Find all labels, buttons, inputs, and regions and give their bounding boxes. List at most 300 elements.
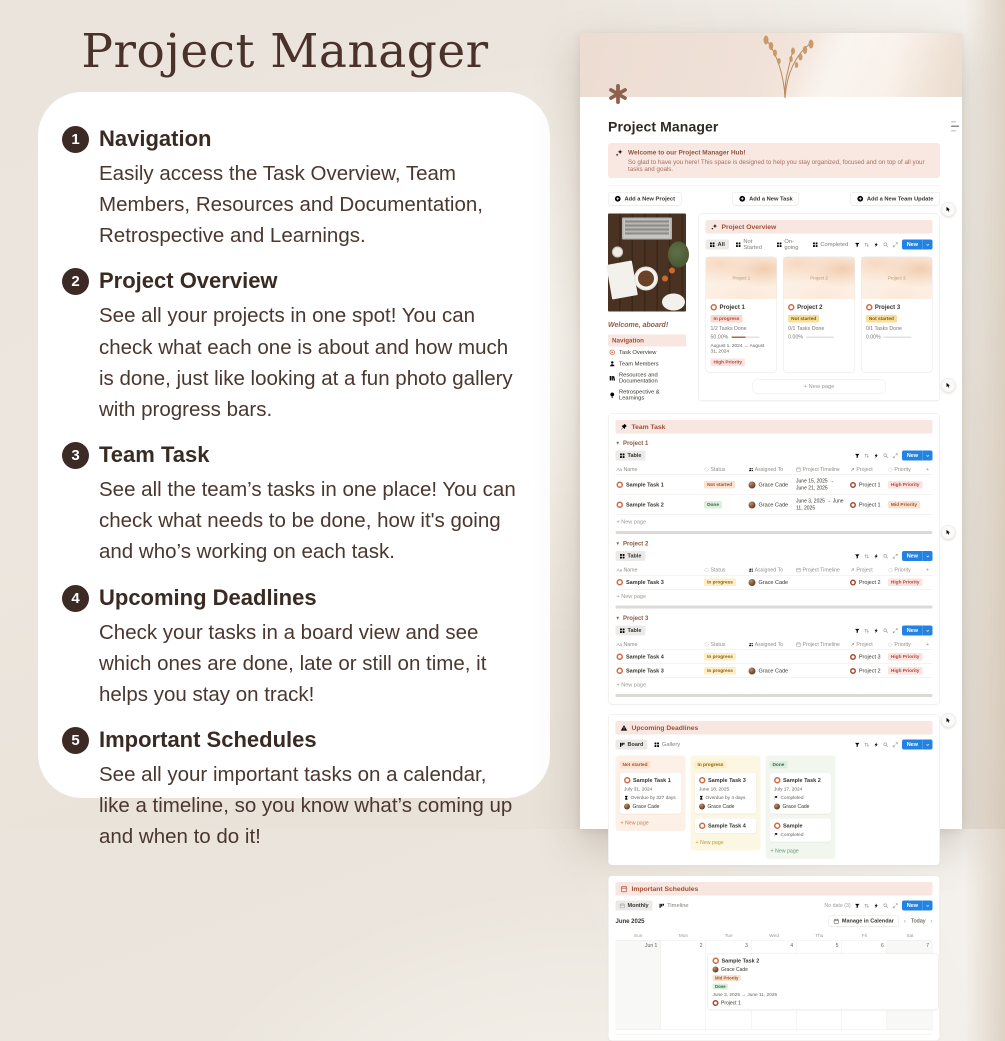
new-page-button[interactable]: + New page xyxy=(770,847,832,855)
tasks-done-text: 1/2 Tasks Done xyxy=(711,326,773,332)
filter-icon[interactable] xyxy=(855,903,861,909)
avatar xyxy=(713,967,719,973)
table-of-contents-indicator[interactable] xyxy=(951,121,959,135)
group-toggle-project-3[interactable]: ▼ Project 3 xyxy=(616,615,933,622)
status-badge: Not started xyxy=(788,315,819,323)
column-header-project-timeline[interactable]: Project Timeline xyxy=(793,640,847,650)
cursor-icon xyxy=(946,718,952,724)
status-circle-icon xyxy=(704,642,709,647)
search-icon[interactable] xyxy=(883,453,889,459)
calendar-icon xyxy=(796,568,801,573)
board-view-tab[interactable]: Board xyxy=(616,740,648,750)
task-page-icon xyxy=(617,579,624,586)
column-header-name[interactable]: Aa Name xyxy=(616,465,702,475)
feature-body: See all the team’s tasks in one place! You can check what needs to be done, how it's going and who’s working on each task. xyxy=(99,474,522,567)
upcoming-deadlines-section xyxy=(608,715,940,866)
card-date: June 18, 2025 xyxy=(699,787,752,793)
plus-circle-icon xyxy=(857,196,864,203)
feature-heading: Team Task xyxy=(99,442,522,468)
table-view-tab[interactable]: Table xyxy=(616,551,646,561)
sort-icon[interactable] xyxy=(864,453,870,459)
progress-bar xyxy=(806,336,834,338)
sparkle-icon xyxy=(711,223,718,230)
people-icon xyxy=(748,568,753,573)
column-status-badge: In progress xyxy=(695,761,727,769)
column-add-button[interactable]: + xyxy=(923,565,933,575)
feature-heading: Navigation xyxy=(99,126,522,152)
priority-icon xyxy=(888,642,893,647)
project-overview-section xyxy=(698,214,940,402)
manage-in-calendar-button[interactable]: Manage in Calendar xyxy=(828,916,898,927)
sort-icon[interactable] xyxy=(864,742,870,748)
horizontal-scrollbar[interactable] xyxy=(616,694,933,697)
task-table xyxy=(616,465,933,516)
percent-text: 0.00% xyxy=(788,334,803,340)
important-schedules-header: Important Schedules xyxy=(616,882,933,896)
group-toggle-project-1[interactable]: ▼ Project 1 xyxy=(616,440,933,447)
toggle-triangle-icon: ▼ xyxy=(616,616,620,621)
chevron-down-icon xyxy=(926,243,931,248)
plus-circle-icon xyxy=(739,196,746,203)
view-tab-on-going[interactable]: On-going xyxy=(776,239,805,251)
relation-arrow-icon xyxy=(850,568,855,573)
table-row[interactable]: Sample Task 2 Done Grace Cade June 3, 2025 → June 11, 2025 Project 1 Mid Priority xyxy=(616,495,933,515)
priority-badge: High Priority xyxy=(711,359,746,367)
project-card-cover: Project 3 xyxy=(861,257,932,299)
new-page-button[interactable]: + New page xyxy=(753,380,886,394)
warning-icon xyxy=(621,724,628,731)
task-page-icon xyxy=(713,958,720,965)
table-header-row xyxy=(616,640,933,650)
bolt-icon[interactable] xyxy=(874,628,880,634)
page-asterisk-icon xyxy=(608,84,628,106)
column-header-status[interactable]: Status xyxy=(701,565,745,575)
db-toolbar xyxy=(855,740,933,750)
board-column-not-started xyxy=(616,756,686,832)
table-view-tab[interactable]: Table xyxy=(616,626,646,636)
project-page-icon xyxy=(866,304,873,311)
toggle-triangle-icon: ▼ xyxy=(616,541,620,546)
view-tabs xyxy=(706,239,933,251)
group-toggle-project-2[interactable]: ▼ Project 2 xyxy=(616,540,933,547)
project-card-cover: Project 1 xyxy=(706,257,777,299)
calendar-day-cell[interactable]: 4 xyxy=(751,941,796,1030)
project-page-icon xyxy=(850,482,856,488)
calendar-icon xyxy=(833,918,839,924)
flag-icon xyxy=(774,796,779,801)
calendar-day-cell[interactable]: 6 xyxy=(842,941,887,1030)
column-add-button[interactable]: + xyxy=(923,465,933,475)
status-badge: Done xyxy=(713,984,729,990)
calendar-month-label: June 2025 xyxy=(616,918,645,925)
timeline-view-tab[interactable]: Timeline xyxy=(659,903,689,909)
task-page-icon xyxy=(617,502,624,509)
expand-icon[interactable] xyxy=(893,628,899,634)
new-button[interactable]: New xyxy=(902,626,932,636)
task-group xyxy=(616,615,933,698)
avatar xyxy=(774,804,780,810)
person-icon xyxy=(609,361,616,368)
feature-number-badge: 3 xyxy=(62,442,89,469)
sort-icon[interactable] xyxy=(864,553,870,559)
search-icon[interactable] xyxy=(883,553,889,559)
overdue-hourglass-icon xyxy=(624,796,629,801)
feature-body: See all your important tasks on a calendar, like a timeline, so you know what’s coming up and when to do it! xyxy=(99,759,522,852)
feature-heading: Project Overview xyxy=(99,268,522,294)
calendar-day-cell[interactable]: Jun 1 xyxy=(616,941,661,1030)
column-header-priority[interactable]: Priority xyxy=(885,565,923,575)
feature-number-badge: 5 xyxy=(62,727,89,754)
tasks-done-text: 0/1 Tasks Done xyxy=(788,326,850,332)
quick-actions-row xyxy=(608,185,940,206)
today-button[interactable]: Today xyxy=(911,918,926,924)
task-group xyxy=(616,540,933,609)
status-badge: In progress xyxy=(704,653,736,661)
welcome-aboard-text: Welcome, aboard! xyxy=(608,321,686,329)
board-column-in-progress xyxy=(691,756,761,851)
relation-arrow-icon xyxy=(850,467,855,472)
grid-view-icon xyxy=(735,242,741,248)
cursor-icon xyxy=(946,207,952,213)
nav-link-retrospective[interactable]: Retrospective & Learnings xyxy=(608,387,686,404)
filter-icon[interactable] xyxy=(855,553,861,559)
table-view-tab[interactable]: Table xyxy=(616,451,646,461)
column-header-status[interactable]: Status xyxy=(701,640,745,650)
flag-icon xyxy=(774,833,779,838)
board-card[interactable]: Sample Task 4 xyxy=(695,818,757,834)
feature-item xyxy=(62,124,522,259)
priority-badge: High Priority xyxy=(888,653,923,661)
project-card[interactable]: Project 3 Project 3 Not started 0/1 Tasks Done 0.00% xyxy=(861,257,933,373)
calendar-icon xyxy=(621,885,628,892)
board-card[interactable]: Sample Task 1 July 31, 2024 Overdue by 327 days Grace Cade xyxy=(620,773,682,815)
pushpin-icon xyxy=(621,423,628,430)
avatar xyxy=(624,804,630,810)
db-toolbar xyxy=(855,626,933,636)
bolt-icon[interactable] xyxy=(874,553,880,559)
cursor-icon xyxy=(946,383,952,389)
task-page-icon xyxy=(617,654,624,661)
project-card[interactable]: Project 2 Project 2 Not started 0/1 Tasks Done 0.00% xyxy=(783,257,855,373)
filter-icon[interactable] xyxy=(855,453,861,459)
floating-cursor-button[interactable] xyxy=(941,202,956,217)
filter-icon[interactable] xyxy=(855,628,861,634)
floating-cursor-button[interactable] xyxy=(941,713,956,728)
bolt-icon[interactable] xyxy=(874,453,880,459)
gallery-icon xyxy=(654,742,660,748)
relation-arrow-icon xyxy=(850,642,855,647)
table-row[interactable]: Sample Task 1 Not started Grace Cade June 15, 2025 → June 21, 2025 Project 1 High Priority xyxy=(616,475,933,495)
callout-title: Welcome to our Project Manager Hub! xyxy=(628,149,933,157)
floating-cursor-button[interactable] xyxy=(941,525,956,540)
status-badge: Done xyxy=(704,501,722,509)
column-header-name[interactable]: Aa Name xyxy=(616,565,702,575)
feature-heading: Upcoming Deadlines xyxy=(99,585,522,611)
calendar-week-row-partial xyxy=(616,1030,933,1035)
chevron-down-icon xyxy=(926,743,931,748)
chevron-down-icon xyxy=(926,554,931,559)
task-table xyxy=(616,640,933,679)
weekday-header-row: Sun Mon Tue Wed Thu Fri Sat xyxy=(616,932,933,941)
column-header-assigned-to[interactable]: Assigned To xyxy=(745,565,793,575)
table-header-row xyxy=(616,565,933,575)
calendar-icon xyxy=(620,903,626,909)
new-button[interactable]: New xyxy=(902,240,932,250)
calendar-day-cell[interactable]: 2 xyxy=(661,941,706,1030)
view-tab-completed[interactable]: Completed xyxy=(812,242,848,248)
expand-icon[interactable] xyxy=(893,453,899,459)
calendar-event-card[interactable]: Sample Task 2 Grace Cade Mid Priority Done June 3, 2025 → June 11, 2025 Project 1 xyxy=(708,954,939,1011)
column-header-priority[interactable]: Priority xyxy=(885,465,923,475)
column-add-button[interactable]: + xyxy=(923,640,933,650)
column-header-project-timeline[interactable]: Project Timeline xyxy=(793,465,847,475)
search-icon[interactable] xyxy=(883,903,889,909)
nav-link-resources[interactable]: Resources and Documentation xyxy=(608,370,686,387)
desk-photo xyxy=(608,214,686,312)
add-new-project-button[interactable]: Add a New Project xyxy=(608,192,681,206)
view-tab-not-started[interactable]: Not Started xyxy=(735,239,770,251)
chevron-down-icon xyxy=(926,904,931,909)
board-card[interactable]: Sample Task 3 June 18, 2025 Overdue by 4 days Grace Cade xyxy=(695,773,757,815)
avatar xyxy=(748,481,755,488)
status-badge: In progress xyxy=(704,579,736,587)
table-icon xyxy=(620,628,626,634)
priority-badge: Mid Priority xyxy=(888,501,920,509)
feature-item xyxy=(62,266,522,433)
task-page-icon xyxy=(624,777,631,784)
view-tabs xyxy=(616,740,933,750)
bolt-icon[interactable] xyxy=(874,742,880,748)
feature-item xyxy=(62,440,522,575)
sort-icon[interactable] xyxy=(864,903,870,909)
next-month-button[interactable]: › xyxy=(931,918,933,925)
status-badge: In progress xyxy=(711,315,743,323)
avatar xyxy=(748,667,755,674)
column-header-name[interactable]: Aa Name xyxy=(616,640,702,650)
new-page-row[interactable]: + New page xyxy=(616,590,933,601)
calendar-week-row xyxy=(616,941,933,1031)
notion-page-title: Project Manager xyxy=(608,119,940,135)
project-page-icon xyxy=(850,654,856,660)
task-page-icon xyxy=(699,777,706,784)
priority-badge: High Priority xyxy=(888,667,923,675)
column-header-project[interactable]: Project xyxy=(847,640,885,650)
nav-link-task-overview[interactable]: Task Overview xyxy=(608,347,686,359)
plus-circle-icon xyxy=(615,196,622,203)
db-toolbar xyxy=(824,901,932,911)
navigation-section-header: Navigation xyxy=(608,335,686,347)
project-card[interactable]: Project 1 Project 1 In progress 1/2 Tasks Done 50.00% August 1, 2024 → August 31, 2024 High Priority xyxy=(706,257,778,373)
team-task-header: Team Task xyxy=(616,420,933,434)
feature-number-badge: 1 xyxy=(62,126,89,153)
board-card[interactable]: Sample Completed xyxy=(770,818,832,842)
target-icon xyxy=(609,349,616,356)
priority-badge: High Priority xyxy=(888,481,923,489)
task-group xyxy=(616,440,933,535)
table-row[interactable]: Sample Task 3 In progress Grace Cade Project 2 High Priority xyxy=(616,575,933,589)
expand-icon[interactable] xyxy=(893,242,899,248)
feature-body: See all your projects in one spot! You can check what each one is about and how much is done, just like looking at a fun photo gallery with progress bars. xyxy=(99,300,522,425)
deadlines-board xyxy=(616,756,933,860)
db-toolbar xyxy=(855,551,933,561)
expand-icon[interactable] xyxy=(893,553,899,559)
notion-page-screenshot xyxy=(580,33,962,829)
filter-icon[interactable] xyxy=(855,242,861,248)
callout-body: So glad to have you here! This space is designed to help you stay organized, focused and on top of all your tasks and goals. xyxy=(628,159,933,173)
priority-badge: Mid Priority xyxy=(713,975,741,981)
nav-link-team-members[interactable]: Team Members xyxy=(608,358,686,370)
gallery-view-tab[interactable]: Gallery xyxy=(654,742,680,748)
expand-icon[interactable] xyxy=(893,742,899,748)
sparkle-icon xyxy=(615,149,623,173)
feature-item xyxy=(62,725,522,860)
horizontal-scrollbar[interactable] xyxy=(616,531,933,534)
status-badge: Not started xyxy=(704,481,735,489)
chevron-down-icon xyxy=(926,629,931,634)
sort-icon[interactable] xyxy=(864,628,870,634)
board-icon xyxy=(620,742,626,748)
status-badge: In progress xyxy=(704,667,736,675)
project-page-icon xyxy=(788,304,795,311)
new-button[interactable]: New xyxy=(902,901,932,911)
project-page-icon xyxy=(850,579,856,585)
people-icon xyxy=(748,642,753,647)
no-date-filter[interactable]: No date (3) xyxy=(824,903,850,909)
lightbulb-icon xyxy=(609,392,616,399)
column-header-status[interactable]: Status xyxy=(701,465,745,475)
new-button[interactable]: New xyxy=(902,740,932,750)
horizontal-scrollbar[interactable] xyxy=(616,606,933,609)
column-header-project[interactable]: Project xyxy=(847,565,885,575)
status-circle-icon xyxy=(704,568,709,573)
table-row[interactable]: Sample Task 4 In progress Project 3 High Priority xyxy=(616,650,933,664)
overdue-hourglass-icon xyxy=(699,796,704,801)
table-row[interactable]: Sample Task 3 In progress Grace Cade Project 2 High Priority xyxy=(616,664,933,678)
percent-text: 50.00% xyxy=(711,334,729,340)
column-header-assigned-to[interactable]: Assigned To xyxy=(745,465,793,475)
task-page-icon xyxy=(774,823,781,830)
feature-card xyxy=(38,92,550,798)
card-date: July 17, 2024 xyxy=(774,787,827,793)
status-badge: Not started xyxy=(866,315,897,323)
avatar xyxy=(748,501,755,508)
search-icon[interactable] xyxy=(883,242,889,248)
timeline-icon xyxy=(659,903,665,909)
task-page-icon xyxy=(617,482,624,489)
add-new-task-button[interactable]: Add a New Task xyxy=(733,192,800,206)
bolt-icon[interactable] xyxy=(874,242,880,248)
project-page-icon xyxy=(850,502,856,508)
books-icon xyxy=(609,375,616,382)
card-date: July 31, 2024 xyxy=(624,787,677,793)
search-icon[interactable] xyxy=(883,628,889,634)
task-page-icon xyxy=(617,668,624,675)
chevron-down-icon xyxy=(926,454,931,459)
new-page-row[interactable]: + New page xyxy=(616,515,933,526)
column-status-badge: Not started xyxy=(620,761,651,769)
status-circle-icon xyxy=(704,467,709,472)
team-task-section xyxy=(608,414,940,705)
db-toolbar xyxy=(855,451,933,461)
prev-month-button[interactable]: ‹ xyxy=(904,918,906,925)
floating-cursor-button[interactable] xyxy=(941,378,956,393)
priority-icon xyxy=(888,568,893,573)
toggle-triangle-icon: ▼ xyxy=(616,441,620,446)
view-tab-all[interactable]: All xyxy=(706,240,729,250)
project-page-icon xyxy=(850,668,856,674)
new-button[interactable]: New xyxy=(902,451,932,461)
calendar-day-cell[interactable]: 3 xyxy=(706,941,751,1030)
cursor-icon xyxy=(946,530,952,536)
progress-bar xyxy=(884,336,912,338)
bolt-icon[interactable] xyxy=(874,903,880,909)
priority-icon xyxy=(888,467,893,472)
task-table xyxy=(616,565,933,590)
feature-heading: Important Schedules xyxy=(99,727,522,753)
column-header-project[interactable]: Project xyxy=(847,465,885,475)
project-card-cover: Project 2 xyxy=(784,257,855,299)
filter-icon[interactable] xyxy=(855,742,861,748)
tasks-done-text: 0/1 Tasks Done xyxy=(866,326,928,332)
task-page-icon xyxy=(774,777,781,784)
grid-view-icon xyxy=(812,242,818,248)
calendar-icon xyxy=(796,467,801,472)
feature-item xyxy=(62,583,522,718)
project-page-icon xyxy=(713,1000,719,1006)
project-dates: August 1, 2024 → August 31, 2024 xyxy=(711,343,773,354)
project-page-icon xyxy=(711,304,718,311)
table-icon xyxy=(620,553,626,559)
column-header-assigned-to[interactable]: Assigned To xyxy=(745,640,793,650)
board-card[interactable]: Sample Task 2 July 17, 2024 Completed Grace Cade xyxy=(770,773,832,815)
add-new-team-update-button[interactable]: Add a New Team Update xyxy=(850,192,940,206)
progress-bar xyxy=(731,336,759,338)
upcoming-deadlines-header: Upcoming Deadlines xyxy=(616,721,933,735)
avatar xyxy=(699,804,705,810)
avatar xyxy=(748,579,755,586)
board-column-done xyxy=(766,756,836,860)
feature-number-badge: 4 xyxy=(62,585,89,612)
new-page-row[interactable]: + New page xyxy=(616,678,933,689)
column-header-priority[interactable]: Priority xyxy=(885,640,923,650)
grid-view-icon xyxy=(776,242,782,248)
calendar-day-cell[interactable]: 7 xyxy=(887,941,932,1030)
dried-flower-illustration xyxy=(730,33,840,97)
people-icon xyxy=(748,467,753,472)
grid-view-icon xyxy=(710,242,716,248)
monthly-view-tab[interactable]: Monthly xyxy=(616,901,653,911)
priority-badge: High Priority xyxy=(888,579,923,587)
new-button[interactable]: New xyxy=(902,551,932,561)
calendar-icon xyxy=(796,642,801,647)
expand-icon[interactable] xyxy=(893,903,899,909)
search-icon[interactable] xyxy=(883,742,889,748)
table-header-row xyxy=(616,465,933,475)
project-overview-header: Project Overview xyxy=(706,220,933,234)
column-header-project-timeline[interactable]: Project Timeline xyxy=(793,565,847,575)
new-page-button[interactable]: + New page xyxy=(620,819,682,827)
view-tabs xyxy=(616,901,933,911)
feature-number-badge: 2 xyxy=(62,268,89,295)
percent-text: 0.00% xyxy=(866,334,881,340)
sort-icon[interactable] xyxy=(864,242,870,248)
column-status-badge: Done xyxy=(770,761,788,769)
calendar-day-cell[interactable]: 5 xyxy=(797,941,842,1030)
project-gallery xyxy=(706,257,933,373)
feature-body: Check your tasks in a board view and see which ones are done, late or still on time, it helps you stay on track! xyxy=(99,617,522,710)
important-schedules-section xyxy=(608,876,940,1041)
new-page-button[interactable]: + New page xyxy=(695,839,757,847)
